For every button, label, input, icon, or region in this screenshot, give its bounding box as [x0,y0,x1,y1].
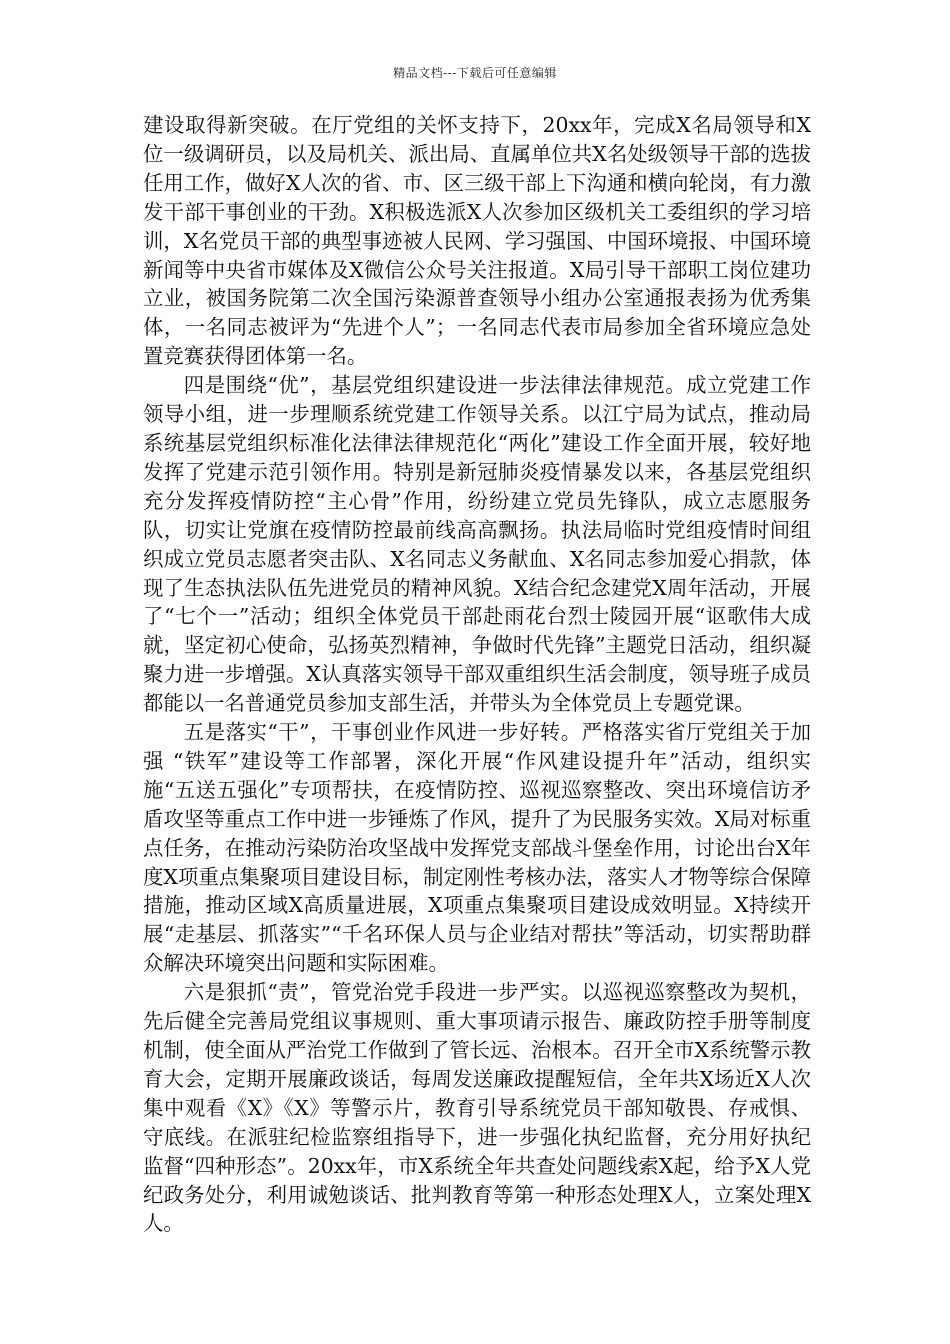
document-body [143,111,811,1238]
paragraph-continuation: 建设取得新突破。在厅党组的关怀支持下，20xx年，完成X名局领导和X位一级调研员，以及局机关、派出局、直属单位共X名处级领导干部的选拔任用工作，做好X人次的省、市、区三级干部上下沟通和横向轮岗，有力激发干部干事创业的干劲。X积极选派X人次参加区级机关工委组织的学习培训，X名党员干部的典型事迹被人民网、学习强国、中国环境报、中国环境新闻等中央省市媒体及X微信公众号关注报道。X局引导干部职工岗位建功立业，被国务院第二次全国污染源普查领导小组办公室通报表扬为优秀集体，一名同志被评为“先进个人”；一名同志代表市局参加全省环境应急处置竞赛获得团体第一名。 [143,113,811,369]
paragraph-six: 六是狠抓“责”，管党治党手段进一步严实。以巡视巡察整改为契机，先后健全完善局党组议事规则、重大事项请示报告、廉政防控手册等制度机制，使全面从严治党工作做到了管长远、治根本。召开全市X系统警示教育大会，定期开展廉政谈话，每周发送廉政提醒短信，全年共X场近X人次集中观看《X》《X》等警示片，教育引导系统党员干部知敬畏、存戒惧、守底线。在派驻纪检监察组指导下，进一步强化执纪监督，充分用好执纪监督“四种形态”。20xx年，市X系统全年共查处问题线索X起，给予X人党纪政务处分，利用诚勉谈话、批判教育等第一种形态处理X人，立案处理X人。 [143,980,811,1236]
paragraph-five: 五是落实“干”，干事创业作风进一步好转。严格落实省厅党组关于加强 “铁军”建设等工作部署，深化开展“作风建设提升年”活动，组织实施“五送五强化”专项帮扶，在疫情防控、巡视巡察整改、突出环境信访矛盾攻坚等重点工作中进一步锤炼了作风，提升了为民服务实效。X局对标重点任务，在推动污染防治攻坚战中发挥党支部战斗堡垒作用，讨论出台X年度X项重点集聚项目建设目标，制定刚性考核办法，落实人才物等综合保障措施，推动区域X高质量进展，X项重点集聚项目建设成效明显。X持续开展“走基层、抓落实”“千名环保人员与企业结对帮扶”等活动，切实帮助群众解决环境突出问题和实际困难。 [143,720,811,976]
page-header: 精品文档---下载后可任意编辑 [393,66,557,80]
paragraph-four: 四是围绕“优”，基层党组织建设进一步法律法律规范。成立党建工作领导小组，进一步理顺系统党建工作领导关系。以江宁局为试点，推动局系统基层党组织标准化法律法律规范化“两化”建设工作全面开展，较好地发挥了党建示范引领作用。特别是新冠肺炎疫情暴发以来，各基层党组织充分发挥疫情防控“主心骨”作用，纷纷建立党员先锋队，成立志愿服务队，切实让党旗在疫情防控最前线高高飘扬。执法局临时党组疫情时间组织成立党员志愿者突击队、X名同志义务献血、X名同志参加爱心捐款，体现了生态执法队伍先进党员的精神风貌。X结合纪念建党X周年活动，开展了“七个一”活动；组织全体党员干部赴雨花台烈士陵园开展“讴歌伟大成就，坚定初心使命，弘扬英烈精神，争做时代先锋”主题党日活动，组织凝聚力进一步增强。X认真落实领导干部双重组织生活会制度，领导班子成员都能以一名普通党员参加支部生活，并带头为全体党员上专题党课。 [143,373,811,716]
